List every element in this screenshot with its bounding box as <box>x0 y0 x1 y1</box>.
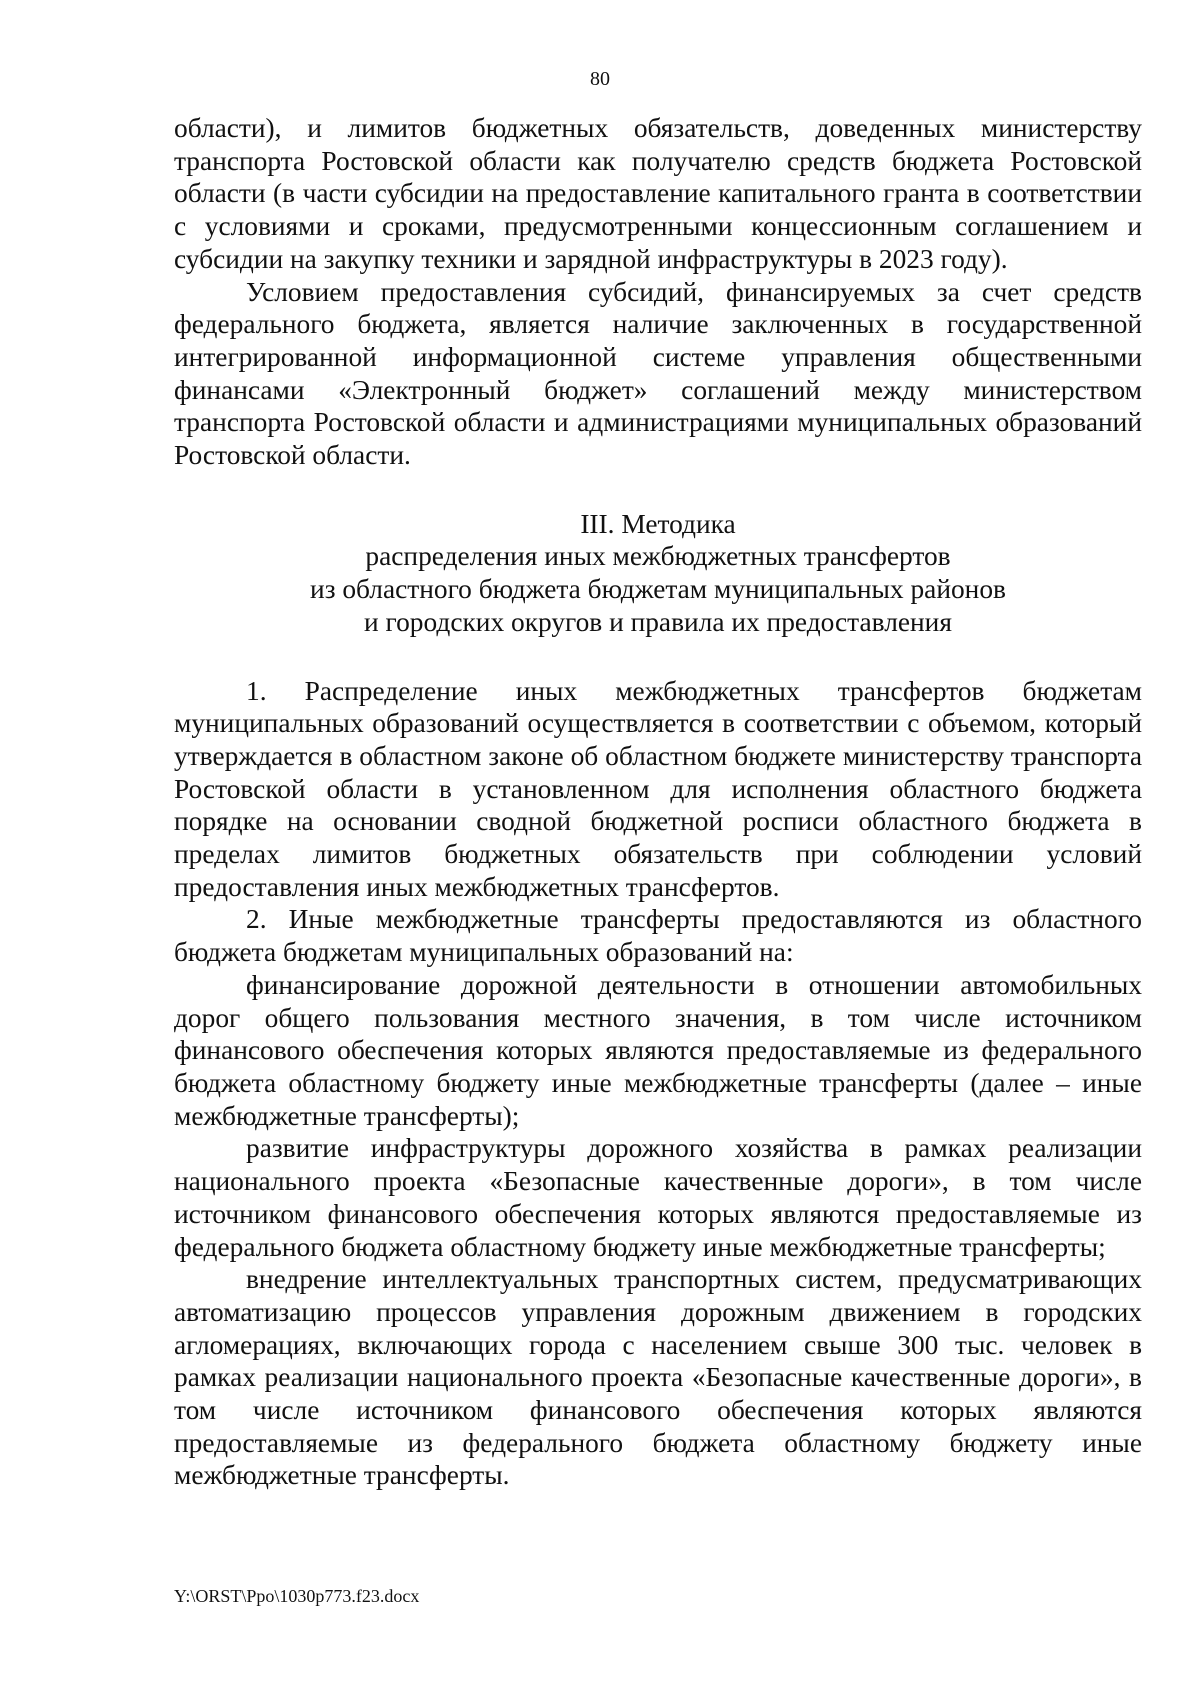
footer-file-path: Y:\ORST\Ppo\1030p773.f23.docx <box>174 1586 420 1606</box>
document-body <box>174 112 1142 1492</box>
page-number: 80 <box>590 68 610 90</box>
paragraph-item-1: 1. Распределение иных межбюджетных трансфертов бюджетам муниципальных образований осуществляется в соответствии с объемом, который утверждается в областном законе об областном бюджете министерству транспорта Ростовской области в установленном для исполнения областного бюджета порядке на основании сводной бюджетной росписи областного бюджета в пределах лимитов бюджетных обязательств при соблюдении условий предоставления иных межбюджетных трансфертов. <box>174 675 1142 902</box>
section-heading-line: распределения иных межбюджетных трансфертов <box>365 541 951 572</box>
paragraph-item-2: 2. Иные межбюджетные трансферты предоставляются из областного бюджета бюджетам муниципальных образований на: <box>174 904 1142 968</box>
paragraph-purpose-road-activity: финансирование дорожной деятельности в отношении автомобильных дорог общего пользования местного значения, в том числе источником финансового обеспечения которых являются предоставляемые из федерального бюджета областному бюджету иные межбюджетные трансферты (далее – иные межбюджетные трансферты); <box>174 969 1142 1131</box>
paragraph-continuation: области), и лимитов бюджетных обязательств, доведенных министерству транспорта Ростовской области как получателю средств бюджета Ростовской области (в части субсидии на предоставление капитального гранта в соответствии с условиями и сроками, предусмотренными концессионным соглашением и субсидии на закупку техники и зарядной инфраструктуры в 2023 году). <box>174 113 1142 274</box>
paragraph-purpose-infrastructure: развитие инфраструктуры дорожного хозяйства в рамках реализации национального проекта «Безопасные качественные дороги», в том числе источником финансового обеспечения которых являются предоставляемые из федерального бюджета областному бюджету иные межбюджетные трансферты; <box>174 1133 1142 1262</box>
paragraph-subsidy-condition: Условием предоставления субсидий, финансируемых за счет средств федерального бюджета, является наличие заключенных в государственной интегрированной информационной системе управления общественными финансами «Электронный бюджет» соглашений между министерством транспорта Ростовской области и администрациями муниципальных образований Ростовской области. <box>174 276 1142 471</box>
section-heading-line: из областного бюджета бюджетам муниципальных районов <box>310 574 1006 605</box>
paragraph-purpose-its: внедрение интеллектуальных транспортных систем, предусматривающих автоматизацию процессов управления дорожным движением в городских агломерациях, включающих города с населением свыше 300 тыс. человек в рамках реализации национального проекта «Безопасные качественные дороги», в том числе источником финансового обеспечения которых являются предоставляемые из федерального бюджета областному бюджету иные межбюджетные трансферты. <box>174 1264 1142 1491</box>
section-heading-line: и городских округов и правила их предоставления <box>364 606 952 637</box>
section-heading <box>174 508 1142 639</box>
section-heading-title: III. Методика <box>580 508 736 539</box>
